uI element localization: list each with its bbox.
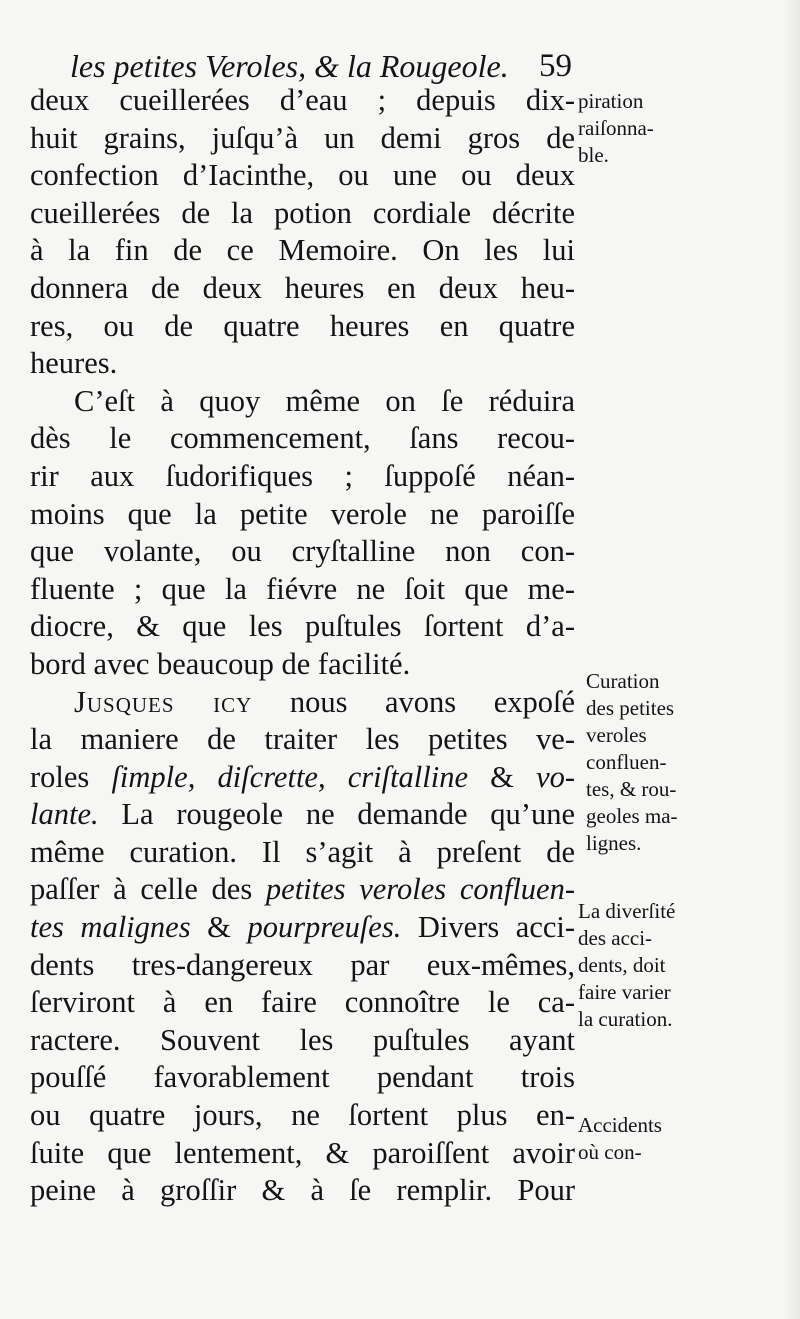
margin-note-3: La diverſité des acci- dents, doit faire varier la curation. — [578, 899, 676, 1031]
text-line: roles ſimple, diſcrette, criſtalline & vo- — [30, 759, 576, 794]
text-line: donnera de deux heures en deux heu- — [30, 270, 575, 305]
text-line: à la fin de ce Memoire. On les lui — [30, 233, 575, 268]
text-line: que volante, ou cryſtalline non con- — [30, 534, 575, 569]
margin-note-4: Accidents où con- — [578, 1113, 662, 1164]
text-line: deux cueillerées d’eau ; depuis dix- — [30, 83, 575, 117]
margin-note-1: piration raiſonna- ble. — [578, 89, 654, 167]
text-line: peine à groſſir & à ſe remplir. Pour — [30, 1173, 575, 1208]
text-line: cueillerées de la potion cordiale décrite — [30, 195, 575, 230]
text-line: ractere. Souvent les puſtules ayant — [30, 1022, 575, 1057]
text-line: moins que la petite verole ne paroiſſe — [30, 496, 575, 531]
text-line: tes malignes & pourpreuſes. Divers acci- — [30, 910, 576, 945]
text-line: lante. La rougeole ne demande qu’une — [30, 797, 576, 832]
text-line: C’eſt à quoy même on ſe réduira — [74, 383, 575, 418]
page-number: 59 — [539, 48, 572, 84]
text-line: diocre, & que les puſtules ſortent d’a- — [30, 609, 575, 644]
text-line: res, ou de quatre heures en quatre — [30, 308, 575, 343]
text-line: la maniere de traiter les petites ve- — [30, 722, 575, 757]
text-line: paſſer à celle des petites veroles confluen- — [30, 872, 575, 907]
text-line: dès le commencement, ſans recou- — [30, 421, 575, 456]
running-title: les petites Veroles, & la Rougeole. — [70, 48, 509, 84]
text-line: ou quatre jours, ne ſortent plus en- — [30, 1098, 575, 1133]
text-line: Jusques icy nous avons expoſé — [74, 684, 576, 719]
text-line: confection d’Iacinthe, ou une ou deux — [30, 158, 575, 193]
text-line: rir aux ſudorifiques ; ſuppoſé néan- — [30, 458, 575, 493]
text-line: ſerviront à en faire connoître le ca- — [30, 985, 575, 1020]
text-line: pouſſé favorablement pendant trois — [30, 1060, 575, 1095]
main-text-column — [30, 82, 575, 1210]
text-line: huit grains, juſqu’à un demi gros de — [30, 120, 575, 155]
text-line: heures. — [30, 346, 118, 381]
text-line: bord avec beaucoup de facilité. — [30, 646, 411, 681]
text-line: même curation. Il s’agit à preſent de — [30, 834, 575, 869]
margin-note-2: Curation des petites veroles confluen- tes, & rou- geoles ma- lignes. — [586, 669, 678, 855]
text-line: ſuite que lentement, & paroiſſent avoir — [30, 1135, 575, 1170]
text-line: fluente ; que la fiévre ne ſoit que me- — [30, 571, 575, 606]
text-line: dents tres-dangereux par eux-mêmes, — [30, 947, 575, 982]
